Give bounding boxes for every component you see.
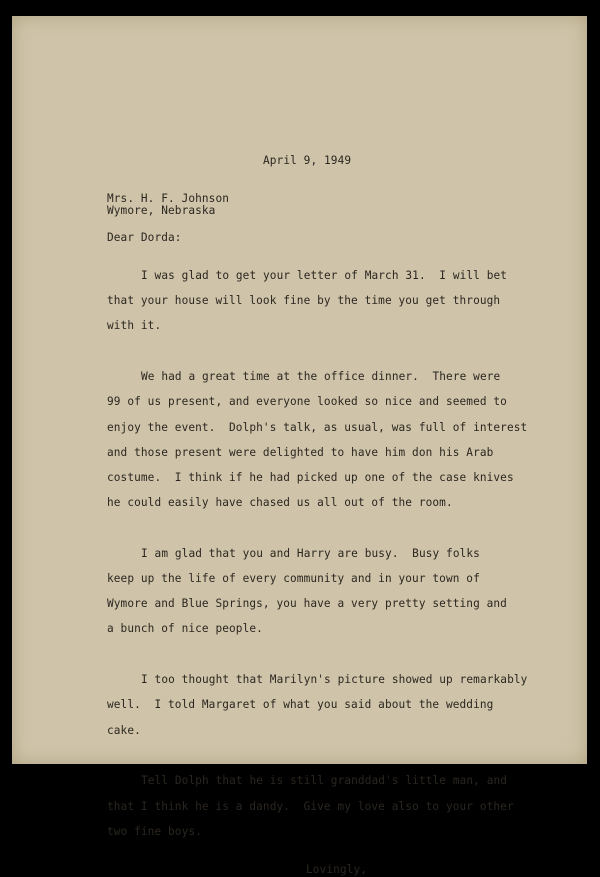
paragraph-line: I am glad that you and Harry are busy. Busy folks — [141, 546, 480, 560]
paragraph-line: and those present were delighted to have him don his Arab — [107, 445, 494, 459]
recipient-address — [107, 193, 547, 218]
paragraph-line: We had a great time at the office dinner. There were — [141, 370, 501, 384]
paragraph-line: Tell Dolph that he is still granddad's little man, and — [141, 774, 508, 788]
paragraph-line: a bunch of nice people. — [107, 622, 263, 636]
letter-page — [12, 16, 587, 876]
letter-body — [107, 155, 547, 877]
paragraph — [107, 257, 547, 345]
paragraph — [107, 662, 547, 750]
paragraph — [107, 763, 547, 851]
paragraph-line: enjoy the event. Dolph's talk, as usual, was full of interest — [107, 420, 528, 434]
paragraph-line: well. I told Margaret of what you said about the wedding — [107, 698, 494, 712]
paragraph-line: costume. I think if he had picked up one of the case knives — [107, 470, 514, 484]
paragraph-line: Wymore and Blue Springs, you have a very pretty setting and — [107, 597, 507, 611]
paragraph-line: I too thought that Marilyn's picture showed up remarkably — [141, 673, 528, 687]
paragraph-line: that I think he is a dandy. Give my love also to your other — [107, 799, 514, 813]
paragraph-line: that your house will look fine by the time you get through — [107, 294, 501, 308]
closing: Lovingly, — [306, 862, 368, 876]
paragraph — [107, 359, 547, 523]
recipient-name: Mrs. H. F. Johnson — [107, 191, 230, 205]
paragraph-line: with it. — [107, 319, 162, 333]
paragraph-line: 99 of us present, and everyone looked so nice and seemed to — [107, 395, 507, 409]
paragraph-line: cake. — [107, 723, 141, 737]
paragraph — [107, 535, 547, 648]
letter-date: April 9, 1949 — [263, 154, 352, 167]
paragraph-line: two fine boys. — [107, 824, 202, 838]
paragraph-line: keep up the life of every community and in your town of — [107, 572, 480, 586]
paragraph-line: I was glad to get your letter of March 31. I will bet — [141, 268, 508, 282]
salutation: Dear Dorda: — [107, 230, 182, 244]
recipient-location: Wymore, Nebraska — [107, 204, 216, 218]
paragraph-line: he could easily have chased us all out of the room. — [107, 496, 453, 510]
